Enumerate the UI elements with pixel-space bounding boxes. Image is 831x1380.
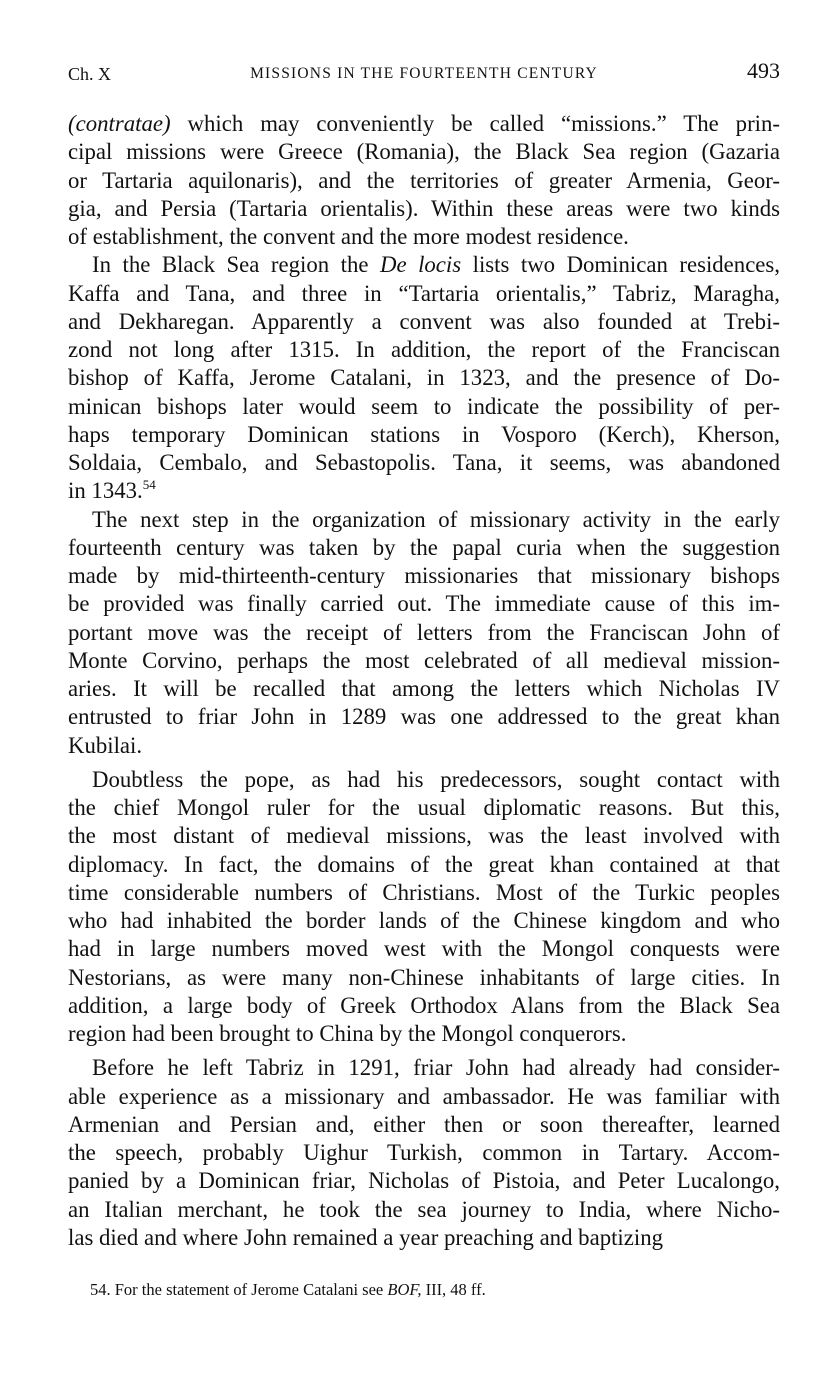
text-line: be provided was finally carried out. The immediate cause of this im- <box>68 591 780 617</box>
text-line: the chief Mongol ruler for the usual diplomatic reasons. But this, <box>68 795 780 820</box>
footnote-text-end: III, 48 ff. <box>421 1280 486 1299</box>
text-line: who had inhabited the border lands of the Chinese kingdom and who <box>68 908 780 933</box>
text-line: las died and where John remained a year preaching and baptizing <box>68 1224 664 1250</box>
italic-term: (contratae) <box>68 111 171 136</box>
text-line: minican bishops later would seem to indicate the possibility of per- <box>68 393 780 419</box>
text-line: fourteenth century was taken by the papal curia when the suggestion <box>68 534 780 560</box>
running-title: MISSIONS IN THE FOURTEENTH CENTURY <box>250 65 598 82</box>
text-line: region had been brought to China by the Mongol conquerors. <box>68 1021 627 1046</box>
text-line: the speech, probably Uighur Turkish, common in Tartary. Accom- <box>68 1140 780 1165</box>
text-line: Nestorians, as were many non-Chinese inhabitants of large cities. In <box>68 964 780 990</box>
text-line: or Tartaria aquilonaris), and the territories of greater Armenia, Geor- <box>68 167 780 193</box>
text-line: Doubtless the pope, as had his predecessors, sought contact with <box>92 766 780 792</box>
text-line: had in large numbers moved west with the Mongol conquests were <box>68 936 780 962</box>
text-line: of establishment, the convent and the more modest residence. <box>68 224 629 249</box>
text-line <box>68 477 780 505</box>
text-line: panied by a Dominican friar, Nicholas of Pistoia, and Peter Lucalongo, <box>68 1168 780 1194</box>
text-line: the most distant of medieval missions, was the least involved with <box>68 823 780 849</box>
text-line: able experience as a missionary and ambassador. He was familiar with <box>68 1083 780 1109</box>
text-line: time considerable numbers of Christians. Most of the Turkic peoples <box>68 879 780 905</box>
footnote-54 <box>90 1280 780 1300</box>
running-header <box>68 58 780 92</box>
text-line: diplomacy. In fact, the domains of the great khan contained at that <box>68 851 780 877</box>
text-line: The next step in the organization of missionary activity in the early <box>92 506 780 532</box>
text-line: Monte Corvino, perhaps the most celebrated of all medieval mission- <box>68 647 780 673</box>
page-number: 493 <box>747 58 780 83</box>
text-line: Kaffa and Tana, and three in “Tartaria orientalis,” Tabriz, Maragha, <box>68 280 780 306</box>
text-line: Soldaia, Cembalo, and Sebastopolis. Tana, it seems, was abandoned <box>68 450 780 475</box>
footnote-text: 54. For the statement of Jerome Catalani see <box>90 1280 388 1299</box>
text-line: portant move was the receipt of letters from the Franciscan John of <box>68 619 780 645</box>
text-run: In the Black Sea region the <box>92 252 380 278</box>
chapter-label: Ch. X <box>68 64 112 84</box>
footnote-reference[interactable]: 54 <box>142 477 156 493</box>
text-line: cipal missions were Greece (Romania), the Black Sea region (Gazaria <box>68 139 780 165</box>
text-line: Kubilai. <box>68 732 143 758</box>
text-line: haps temporary Dominican stations in Vosporo (Kerch), Kherson, <box>68 421 780 447</box>
text-line: bishop of Kaffa, Jerome Catalani, in 1323, and the presence of Do- <box>68 365 780 391</box>
text-run: lists two Dominican residences, <box>461 252 780 278</box>
text-line: an Italian merchant, he took the sea journey to India, where Nicho- <box>68 1196 780 1222</box>
footnote-source-italic: BOF, <box>387 1280 422 1299</box>
text-line <box>68 251 780 279</box>
text-line: aries. It will be recalled that among the letters which Nicholas IV <box>68 676 780 701</box>
text-line: entrusted to friar John in 1289 was one addressed to the great khan <box>68 704 780 730</box>
text-run: in 1343. <box>68 478 143 504</box>
italic-term: De locis <box>380 252 462 278</box>
text-line <box>68 110 780 138</box>
text-run: which may conveniently be called “missions.” The prin- <box>170 111 780 136</box>
text-line: and Dekharegan. Apparently a convent was also founded at Trebi- <box>68 308 780 334</box>
text-line: gia, and Persia (Tartaria orientalis). Within these areas were two kinds <box>68 195 780 221</box>
text-line: zond not long after 1315. In addition, the report of the Franciscan <box>68 337 780 362</box>
text-line: made by mid-thirteenth-century missionaries that missionary bishops <box>68 563 780 588</box>
body-text <box>68 110 780 1252</box>
text-line: addition, a large body of Greek Orthodox Alans from the Black Sea <box>68 992 780 1018</box>
text-line: Before he left Tabriz in 1291, friar John had already had consider- <box>92 1055 780 1081</box>
text-line: Armenian and Persian and, either then or soon thereafter, learned <box>68 1111 780 1137</box>
